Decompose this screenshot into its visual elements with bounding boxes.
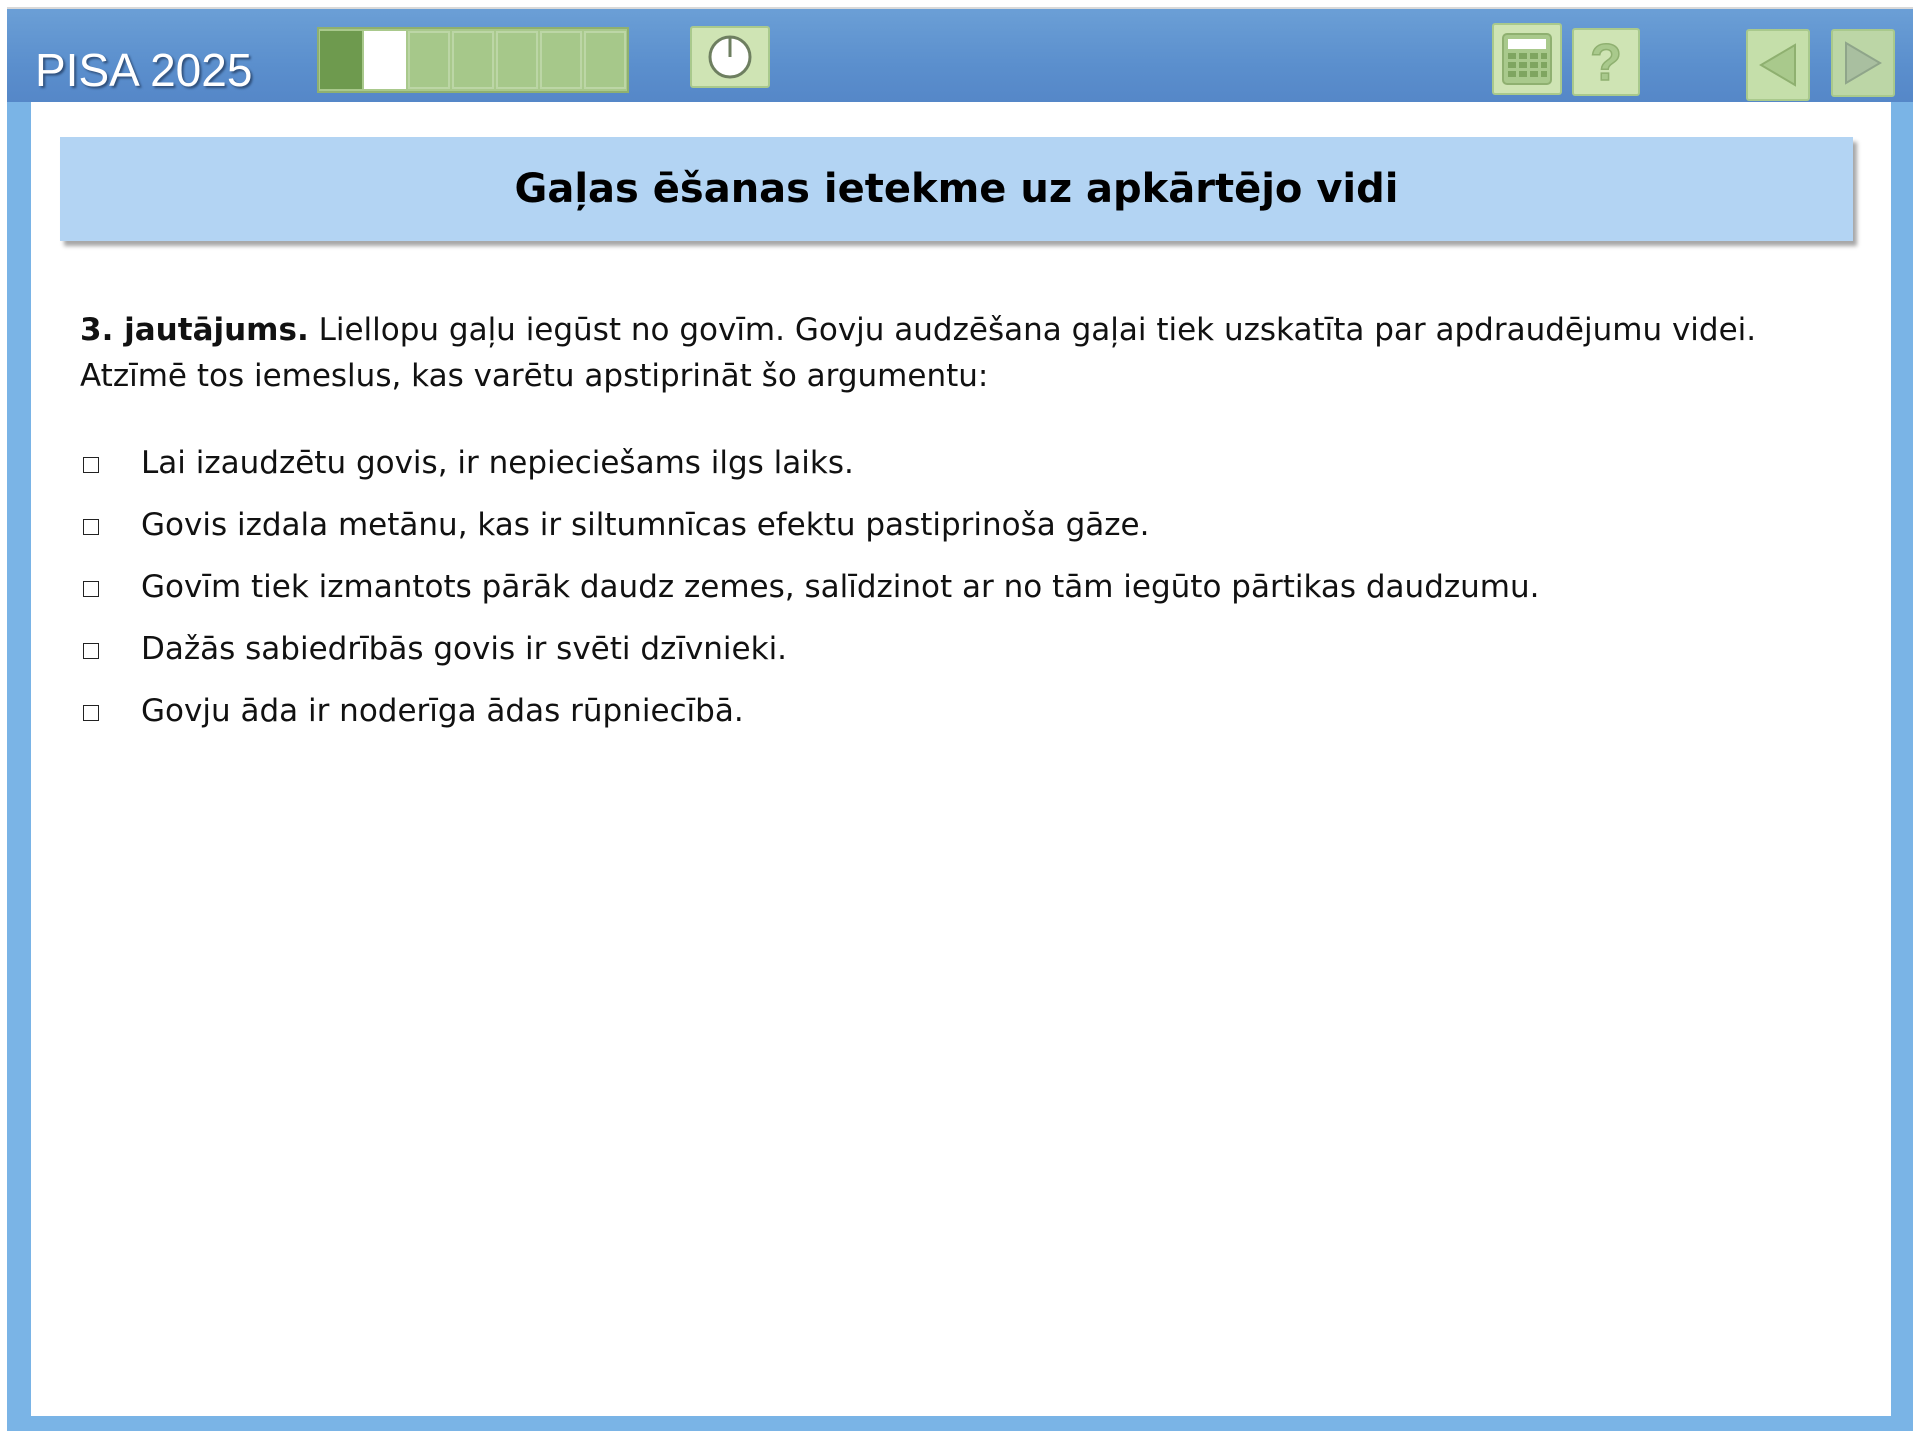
answer-option[interactable] xyxy=(80,618,1540,680)
checkbox[interactable] xyxy=(83,581,99,597)
help-icon xyxy=(1581,34,1631,90)
question-text xyxy=(80,307,1850,399)
answer-option[interactable] xyxy=(80,432,1540,494)
timer-icon xyxy=(706,33,754,81)
answer-option[interactable] xyxy=(80,494,1540,556)
top-toolbar xyxy=(7,9,1913,102)
content-area xyxy=(31,102,1891,1416)
option-label: Dažās sabiedrībās govis ir svēti dzīvnieki. xyxy=(141,631,788,667)
page-header-banner xyxy=(60,137,1853,241)
checkbox[interactable] xyxy=(83,705,99,721)
checkbox[interactable] xyxy=(83,519,99,535)
progress-segment xyxy=(584,31,626,89)
page-title: Gaļas ēšanas ietekme uz apkārtējo vidi xyxy=(514,166,1399,212)
timer-button[interactable] xyxy=(690,26,770,88)
checkbox[interactable] xyxy=(83,457,99,473)
option-label: Lai izaudzētu govis, ir nepieciešams ilgs laiks. xyxy=(141,445,854,481)
progress-segment xyxy=(452,31,494,89)
calculator-icon xyxy=(1500,31,1554,87)
help-button[interactable] xyxy=(1572,28,1640,96)
app-frame xyxy=(7,7,1913,1431)
answer-option[interactable] xyxy=(80,556,1540,618)
answer-option[interactable] xyxy=(80,680,1540,742)
progress-bar xyxy=(317,27,629,93)
next-button[interactable] xyxy=(1831,29,1895,97)
question-number: 3. jautājums. xyxy=(80,312,309,348)
back-arrow-icon xyxy=(1755,39,1801,91)
calculator-button[interactable] xyxy=(1492,23,1562,95)
answer-options xyxy=(80,432,1540,742)
progress-segment-current xyxy=(364,31,406,89)
progress-segment xyxy=(320,31,362,89)
progress-segment xyxy=(540,31,582,89)
option-label: Govju āda ir noderīga ādas rūpniecībā. xyxy=(141,693,744,729)
next-arrow-icon xyxy=(1840,37,1886,89)
back-button[interactable] xyxy=(1746,29,1810,101)
question-body: Liellopu gaļu iegūst no govīm. Govju audzēšana gaļai tiek uzskatīta par apdraudējumu videi. Atzīmē tos iemeslus, kas varētu apstiprināt šo argumentu: xyxy=(80,312,1757,394)
option-label: Govis izdala metānu, kas ir siltumnīcas efektu pastiprinoša gāze. xyxy=(141,507,1150,543)
progress-segment xyxy=(408,31,450,89)
progress-segment xyxy=(496,31,538,89)
checkbox[interactable] xyxy=(83,643,99,659)
svg-text:?: ? xyxy=(1590,34,1622,90)
option-label: Govīm tiek izmantots pārāk daudz zemes, salīdzinot ar no tām iegūto pārtikas daudzumu. xyxy=(141,569,1540,605)
app-title: PISA 2025 xyxy=(35,44,253,96)
